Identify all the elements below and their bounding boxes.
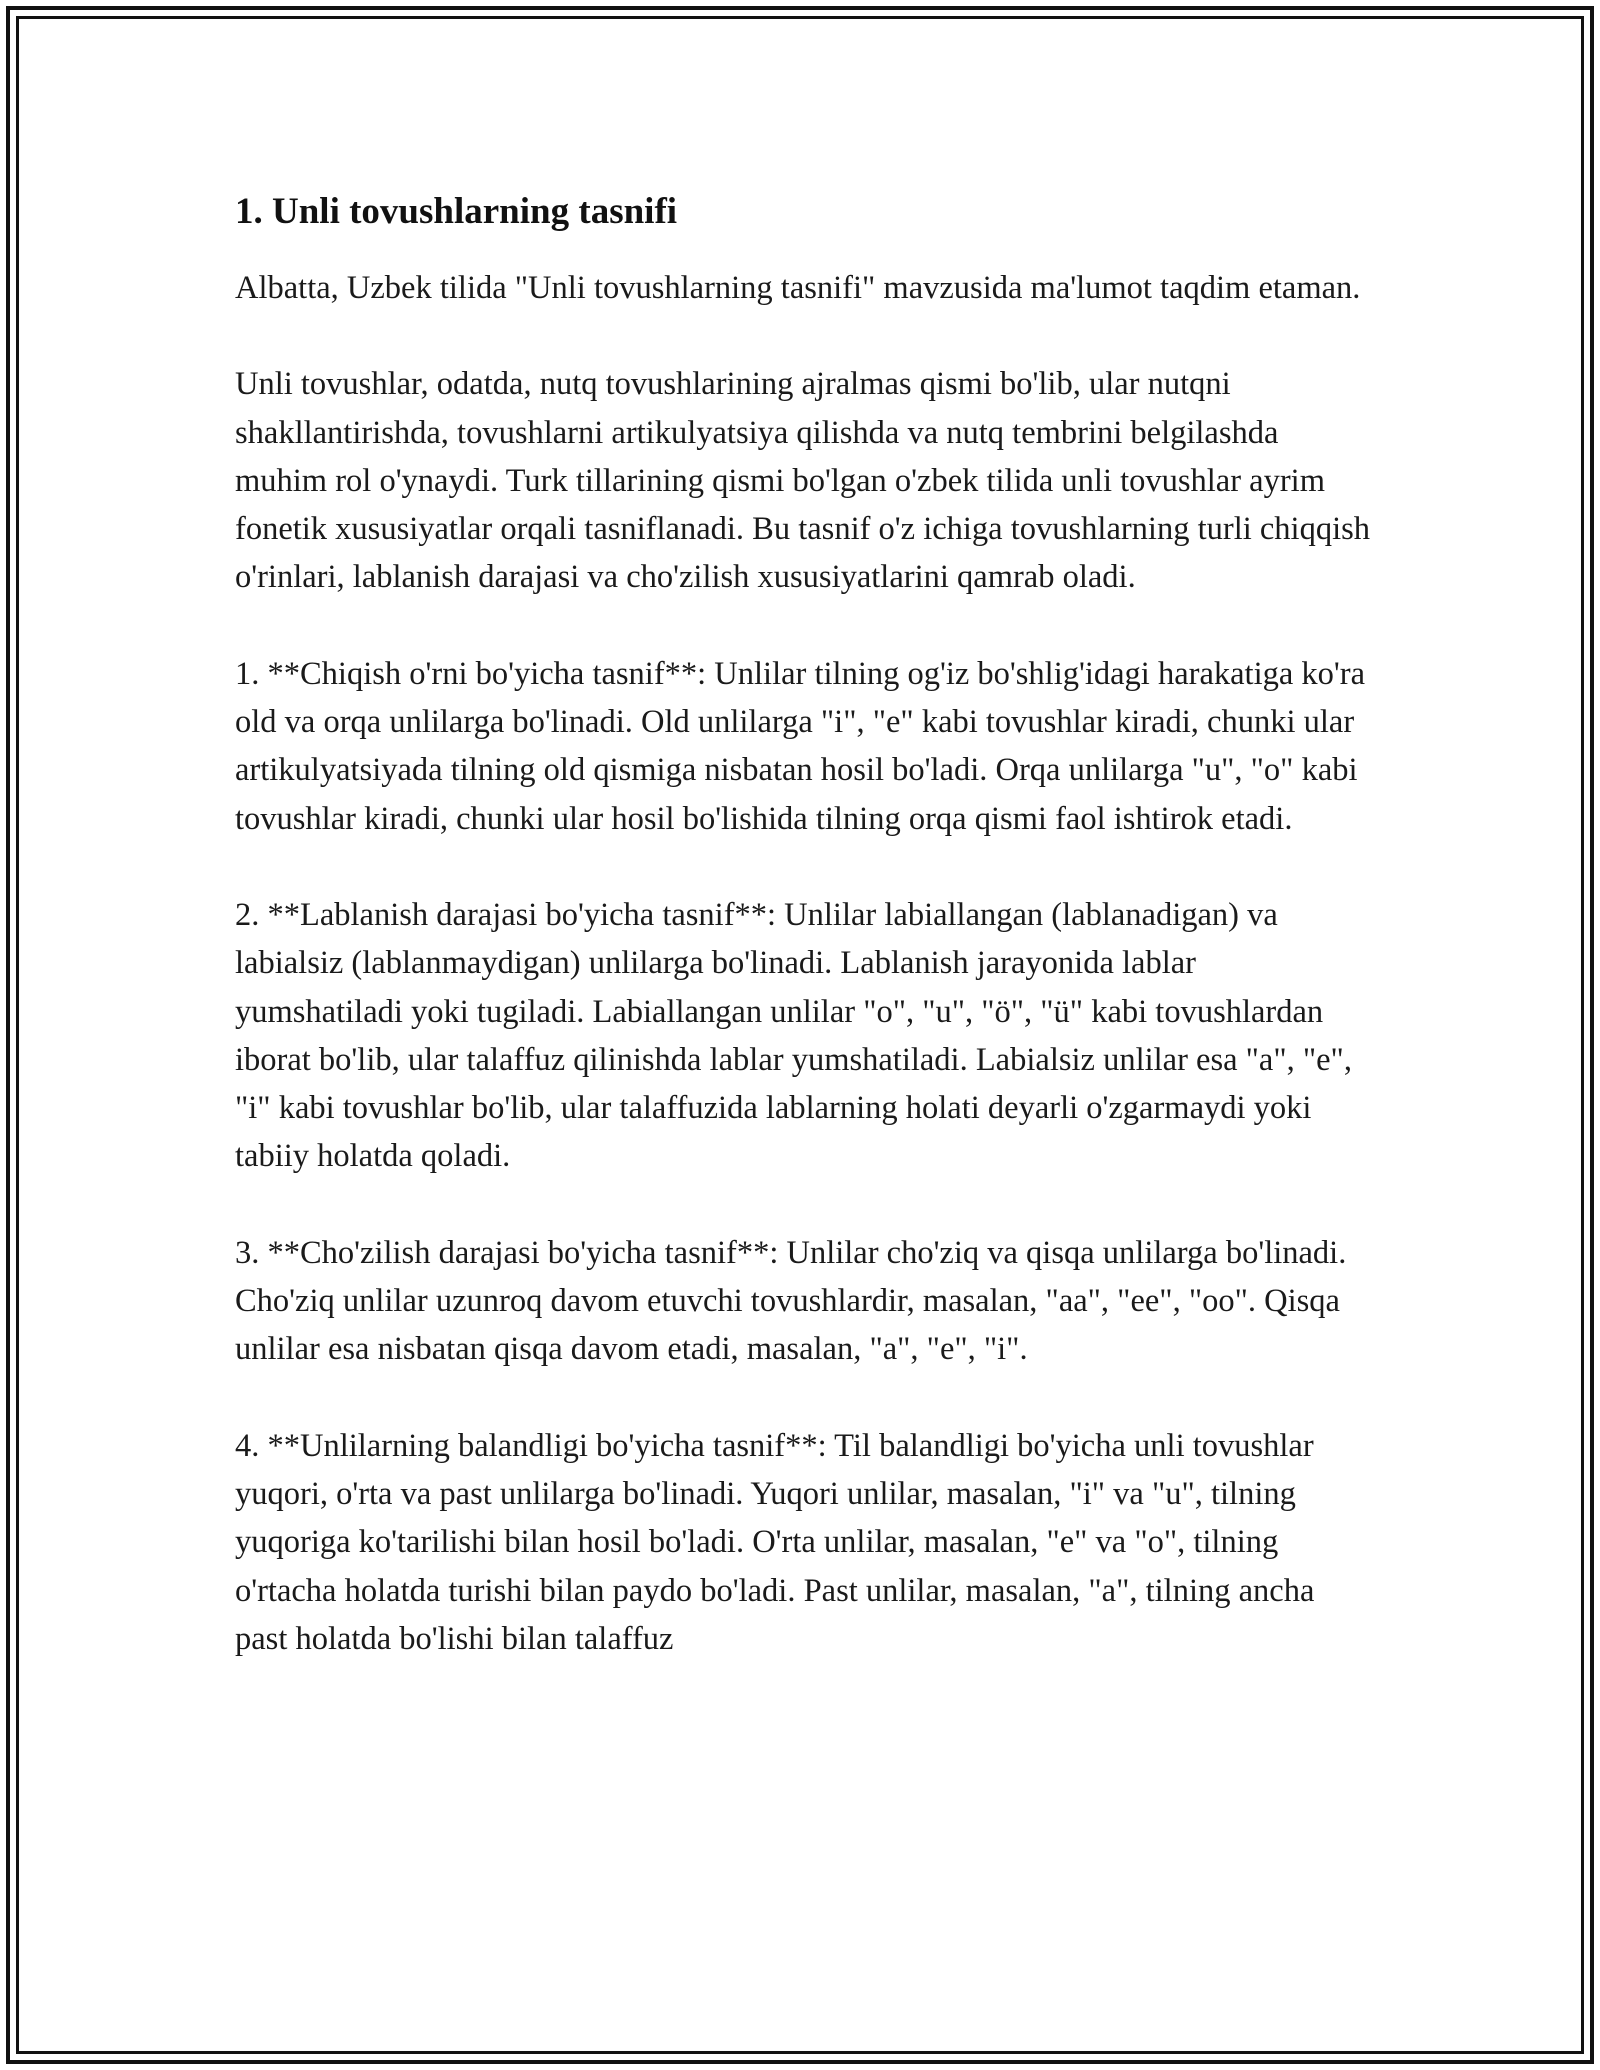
document-title: 1. Unli tovushlarning tasnifi <box>235 191 678 232</box>
intro-paragraph: Albatta, Uzbek tilida "Unli tovushlarning tasnifi" mavzusida ma'lumot taqdim etaman. <box>235 270 1361 306</box>
list-item-height: 4. **Unlilarning balandligi bo'yicha tasnif**: Til balandligi bo'yicha unli tovushlar yuqori, o'rta va past unlilarga bo'linadi. Yuqori unlilar, masalan, "i" va "u", tilning yuqoriga ko'tarilishi bilan hosil bo'ladi. O'rta unlilar, masalan, "e" va "o", tilning o'rtacha holatda turishi bilan paydo bo'ladi. Past unlilar, masalan, "a", tilning ancha past holatda bo'lishi bilan talaffuz <box>235 1427 1315 1657</box>
list-item-place-of-articulation: 1. **Chiqish o'rni bo'yicha tasnif**: Unlilar tilning og'iz bo'shlig'idagi harakatiga ko'ra old va orqa unlilarga bo'linadi. Old unlilarga "i", "e" kabi tovushlar kiradi, chunki ular artikulyatsiyada tilning old qismiga nisbatan hosil bo'ladi. Orqa unlilarga "u", "o" kabi tovushlar kiradi, chunki ular hosil bo'lishida tilning orqa qismi faol ishtirok etadi. <box>235 655 1366 837</box>
list-item-labialization: 2. **Lablanish darajasi bo'yicha tasnif**: Unlilar labiallangan (lablanadigan) va labialsiz (lablanmaydigan) unlilarga bo'linadi. Lablanish jarayonida lablar yumshatiladi yoki tugiladi. Labiallangan unlilar "o", "u", "ö", "ü" kabi tovushlardan iborat bo'lib, ular talaffuz qilinishda lablar yumshatiladi. Labialsiz unlilar esa "a", "e", "i" kabi tovushlar bo'lib, ular talaffuzida lablarning holati deyarli o'zgarmaydi yoki tabiiy holatda qoladi. <box>235 896 1352 1175</box>
list-item-length: 3. **Cho'zilish darajasi bo'yicha tasnif**: Unlilar cho'ziq va qisqa unlilarga bo'linadi. Cho'ziq unlilar uzunroq davom etuvchi tovushlardir, masalan, "aa", "ee", "oo". Qisqa unlilar esa nisbatan qisqa davom etadi, masalan, "a", "e", "i". <box>235 1234 1347 1368</box>
overview-paragraph: Unli tovushlar, odatda, nutq tovushlarining ajralmas qismi bo'lib, ular nutqni shakllantirishda, tovushlarni artikulyatsiya qilishda va nutq tembrini belgilashda muhim rol o'ynaydi. Turk tillarining qismi bo'lgan o'zbek tilida unli tovushlar ayrim fonetik xususiyatlar orqali tasniflanadi. Bu tasnif o'z ichiga tovushlarning turli chiqqish o'rinlari, lablanish darajasi va cho'zilish xususiyatlarini qamrab oladi. <box>235 366 1371 596</box>
document-body <box>235 188 1370 1711</box>
